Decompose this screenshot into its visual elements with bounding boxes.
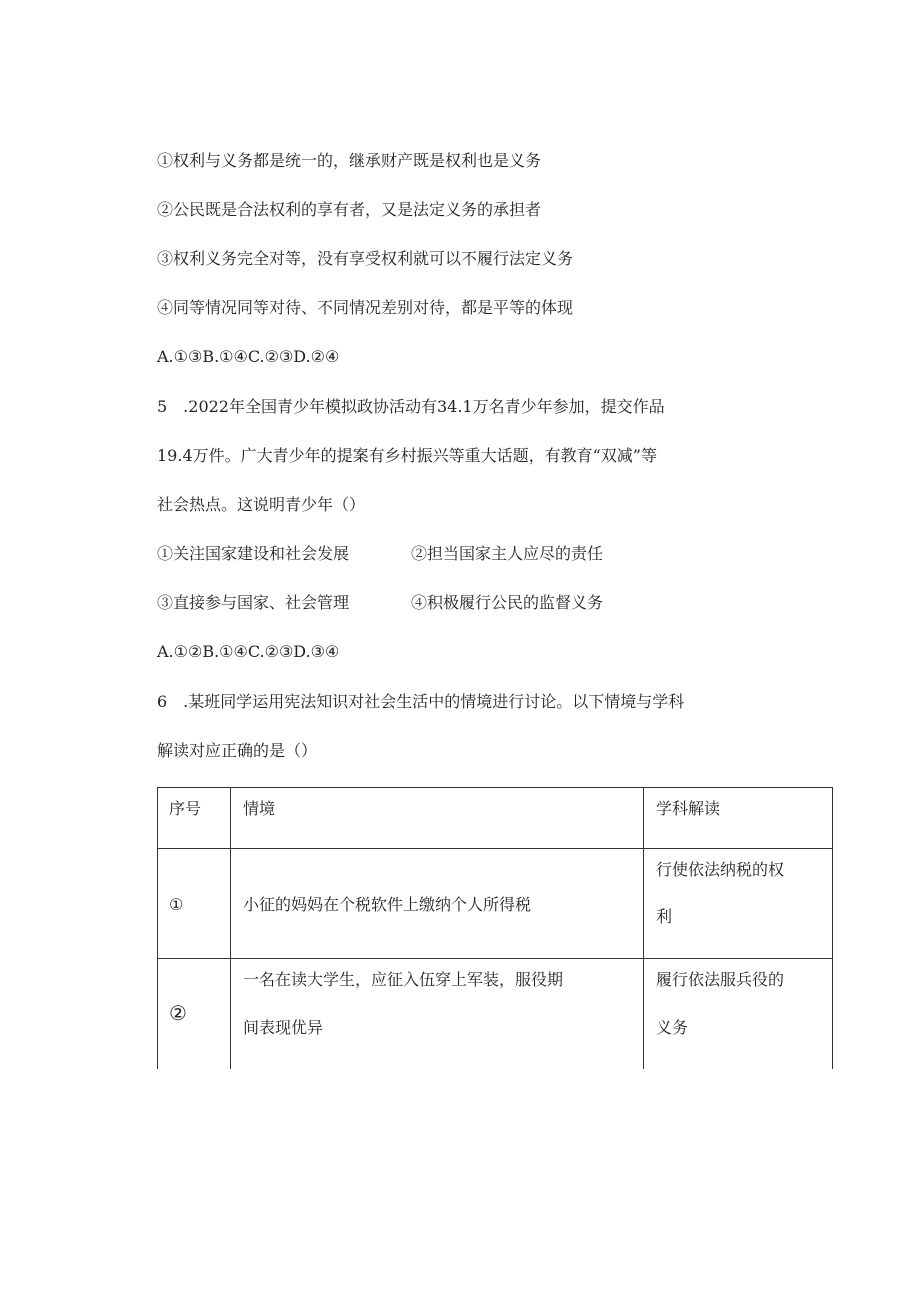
q4-option-1: ①权利与义务都是统一的，继承财产既是权利也是义务 bbox=[157, 151, 542, 170]
q5-option-1: ①关注国家建设和社会发展 bbox=[157, 544, 350, 563]
row-2-reading: 履行依法服兵役的 义务 bbox=[644, 959, 833, 1070]
row-2-no: ② bbox=[158, 959, 231, 1070]
q5-option-3: ③直接参与国家、社会管理 bbox=[157, 593, 350, 612]
q6-stem-line-2: 解读对应正确的是（） bbox=[157, 741, 318, 760]
table-row bbox=[158, 959, 833, 1070]
q5-stem-line-2: 19.4万件。广大青少年的提案有乡村振兴等重大话题，有教育“双减”等 bbox=[157, 446, 657, 465]
row-1-situation: 小征的妈妈在个税软件上缴纳个人所得税 bbox=[231, 849, 644, 959]
q5-option-2: ②担当国家主人应尽的责任 bbox=[411, 544, 604, 563]
row-1-no: ① bbox=[158, 849, 231, 959]
q4-option-4: ④同等情况同等对待、不同情况差别对待，都是平等的体现 bbox=[157, 298, 574, 317]
q5-stem-line-3: 社会热点。这说明青少年（） bbox=[157, 495, 366, 514]
q4-option-3: ③权利义务完全对等，没有享受权利就可以不履行法定义务 bbox=[157, 249, 574, 268]
header-cell-reading: 学科解读 bbox=[644, 788, 833, 849]
table-row bbox=[158, 849, 833, 959]
table-header-row bbox=[158, 788, 833, 849]
row-1-reading: 行使依法纳税的权 利 bbox=[644, 849, 833, 959]
header-cell-no: 序号 bbox=[158, 788, 231, 849]
q5-option-4: ④积极履行公民的监督义务 bbox=[411, 593, 604, 612]
q5-stem-line-1: 5 .2022年全国青少年模拟政协活动有34.1万名青少年参加，提交作品 bbox=[157, 397, 665, 416]
q4-option-2: ②公民既是合法权利的享有者，又是法定义务的承担者 bbox=[157, 200, 542, 219]
q6-stem-line-1: 6 .某班同学运用宪法知识对社会生活中的情境进行讨论。以下情境与学科 bbox=[157, 692, 685, 711]
header-cell-situation: 情境 bbox=[231, 788, 644, 849]
q4-answer-choices: A.①③B.①④C.②③D.②④ bbox=[157, 347, 340, 366]
q6-table bbox=[157, 787, 833, 1069]
row-2-situation: 一名在读大学生，应征入伍穿上军装，服役期 间表现优异 bbox=[231, 959, 644, 1070]
q5-answer-choices: A.①②B.①④C.②③D.③④ bbox=[157, 642, 340, 661]
